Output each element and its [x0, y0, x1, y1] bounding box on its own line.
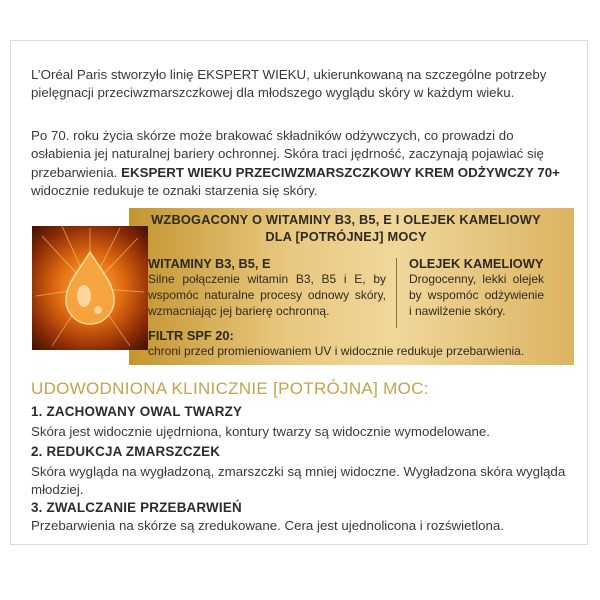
spf-text: chroni przed promieniowaniem UV i widocznie redukuje przebarwienia. — [148, 344, 525, 358]
benefit-title: 3. ZWALCZANIE PRZEBARWIEŃ — [31, 500, 242, 515]
spf-title: FILTR SPF 20: — [148, 328, 234, 343]
vitamins-title: WITAMINY B3, B5, E — [148, 256, 271, 271]
intro-tail: widocznie redukuje te oznaki starzenia się skóry. — [31, 182, 318, 198]
intro-text: Po 70. roku życia skórze może brakować składników odżywczych, co prowadzi do osłabienia jej naturalnej bariery ochronnej. Skóra traci jędrność, zaczynają pojawiać się przebarwienia. — [31, 128, 544, 180]
benefit-text: Skóra jest widocznie ujędrniona, kontury twarzy są widocznie wymodelowane. — [31, 424, 490, 439]
camellia-title: OLEJEK KAMELIOWY — [409, 256, 544, 271]
panel-divider — [396, 258, 397, 328]
oil-drop-icon — [32, 226, 148, 350]
intro-paragraph-2 — [31, 127, 571, 200]
panel-heading-line-1: WZBOGACONY O WITAMINY B3, B5, E I OLEJEK KAMELIOWY — [151, 212, 541, 227]
panel-heading-line-2: DLA [POTRÓJNEJ] MOCY — [265, 229, 427, 244]
vitamins-text: Silne połączenie witamin B3, B5 i E, by wspomóc naturalne procesy odnowy skóry, wzmacniając jej barierę ochronną. — [148, 272, 386, 318]
camellia-text: Drogocenny, lekki olejek by wspomóc odżywienie i nawilżenie skóry. — [409, 272, 544, 318]
benefit-text: Przebarwienia na skórze są zredukowane. Cera jest ujednolicona i rozświetlona. — [31, 518, 505, 533]
benefit-title: 1. ZACHOWANY OWAL TWARZY — [31, 404, 243, 419]
benefit-title: 2. REDUKCJA ZMARSZCZEK — [31, 444, 221, 459]
product-name: EKSPERT WIEKU PRZECIWZMARSZCZKOWY KREM ODŻYWCZY 70+ — [121, 164, 560, 180]
intro-paragraph-1: L’Oréal Paris stworzyło linię EKSPERT WIEKU, ukierunkowaną na szczególne potrzeby pielęgnacji przeciwzmarszczkowej dla młodszego wyglądu skóry w każdym wieku. — [31, 67, 547, 101]
panel-heading — [146, 211, 546, 245]
benefit-text: Skóra wygląda na wygładzoną, zmarszczki są mniej widoczne. Wygładzona skóra wygląda młodziej. — [31, 464, 566, 497]
claims-heading: UDOWODNIONA KLINICZNIE [POTRÓJNA] MOC: — [31, 379, 429, 398]
